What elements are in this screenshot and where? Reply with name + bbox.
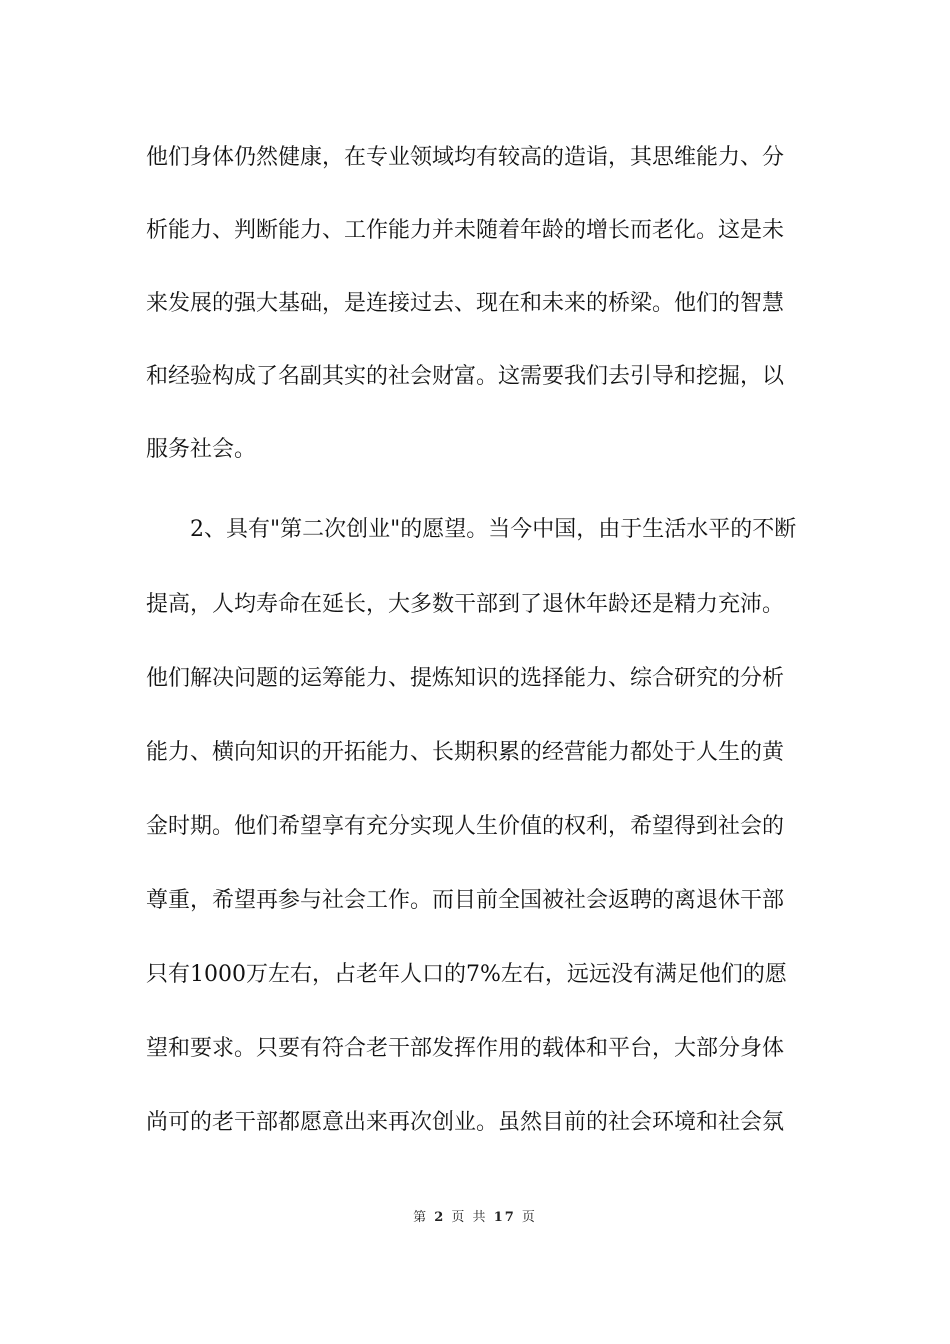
paragraph-1-line-5: 服务社会。 [146, 437, 257, 462]
footer-suffix: 页 [521, 1210, 537, 1225]
paragraph-2-line-7: 只有1000万左右，占老年人口的7%左右，远远没有满足他们的愿 [146, 962, 787, 987]
total-pages-number: 17 [493, 1210, 516, 1225]
paragraph-2-line-1: 2、具有"第二次创业"的愿望。当今中国，由于生活水平的不断 [190, 517, 797, 542]
paragraph-2-line-6: 尊重，希望再参与社会工作。而目前全国被社会返聘的离退休干部 [146, 888, 785, 913]
paragraph-1-line-2: 析能力、判断能力、工作能力并未随着年龄的增长而老化。这是未 [146, 218, 785, 243]
paragraph-1-line-1: 他们身体仍然健康，在专业领域均有较高的造诣，其思维能力、分 [146, 145, 785, 170]
paragraph-2-line-4: 能力、横向知识的开拓能力、长期积累的经营能力都处于人生的黄 [146, 740, 785, 765]
current-page-number: 2 [434, 1210, 446, 1225]
paragraph-1-line-4: 和经验构成了名副其实的社会财富。这需要我们去引导和挖掘，以 [146, 364, 785, 389]
page-footer [0, 1206, 950, 1225]
paragraph-2-line-5: 金时期。他们希望享有充分实现人生价值的权利，希望得到社会的 [146, 814, 785, 839]
paragraph-2-line-3: 他们解决问题的运筹能力、提炼知识的选择能力、综合研究的分析 [146, 666, 785, 691]
paragraph-2-line-2: 提高，人均寿命在延长，大多数干部到了退休年龄还是精力充沛。 [146, 592, 785, 617]
paragraph-1-line-3: 来发展的强大基础，是连接过去、现在和未来的桥梁。他们的智慧 [146, 291, 785, 316]
footer-middle: 页 共 [451, 1210, 488, 1225]
paragraph-2-line-8: 望和要求。只要有符合老干部发挥作用的载体和平台，大部分身体 [146, 1036, 785, 1061]
footer-prefix: 第 [413, 1210, 429, 1225]
paragraph-2-line-9: 尚可的老干部都愿意出来再次创业。虽然目前的社会环境和社会氛 [146, 1110, 785, 1135]
